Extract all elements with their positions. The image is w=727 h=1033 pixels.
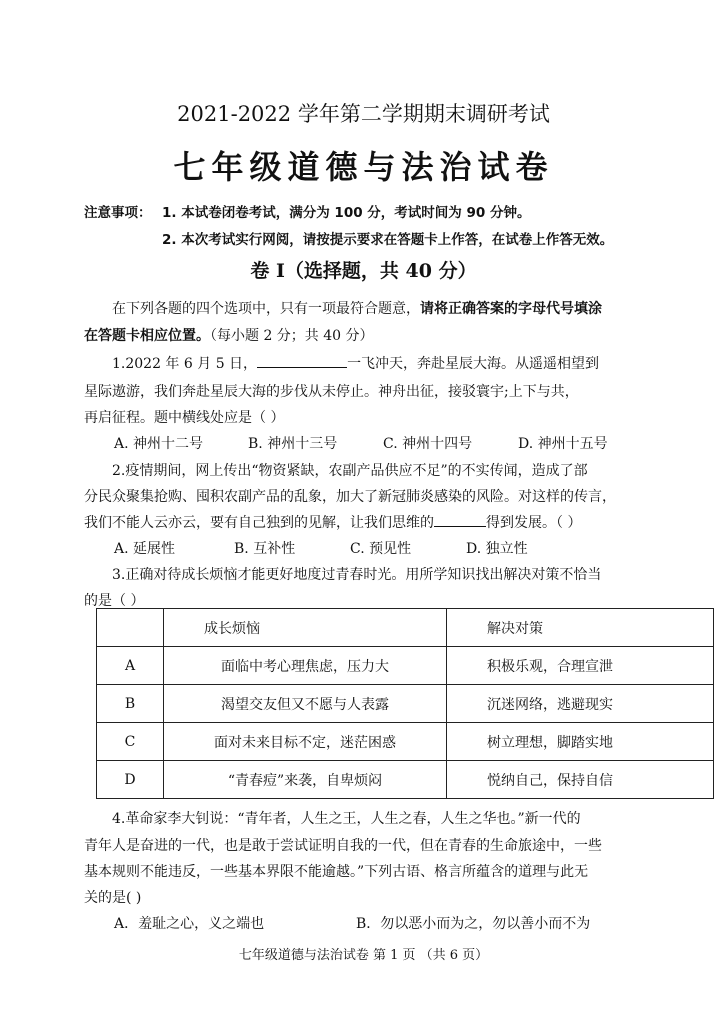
q3-line-1: 3.正确对待成长烦恼才能更好地度过青春时光。用所学知识找出解决对策不恰当 — [112, 567, 602, 583]
table-cell: 面临中考心理焦虑，压力大 — [164, 647, 447, 685]
table-cell: 积极乐观，合理宣泄 — [447, 647, 714, 685]
notes-line-1: 1. 本试卷闭卷考试，满分为 100 分，考试时间为 90 分钟。 — [162, 205, 531, 221]
table-row — [97, 761, 714, 799]
exam-subject-title: 七年级道德与法治试卷 — [173, 148, 554, 186]
exam-title: 2021-2022 学年第二学期期末调研考试 — [177, 102, 550, 126]
q2-option-a: A. 延展性 — [114, 541, 176, 557]
q1-line-2: 星际遨游，我们奔赴星辰大海的步伐从未停止。神舟出征，接驳寰宇;上下与共， — [84, 384, 579, 400]
table-header-cell: 成长烦恼 — [164, 609, 447, 647]
intro-bold-1: 请将正确答案的字母代号填涂 — [420, 301, 602, 317]
table-cell: 渴望交友但又不愿与人表露 — [164, 685, 447, 723]
q1-blank — [257, 367, 347, 368]
intro-text-1: 在下列各题的四个选项中，只有一项最符合题意， — [112, 301, 420, 317]
q1-option-b: B. 神州十三号 — [248, 436, 338, 452]
q4-line-2: 青年人是奋进的一代，也是敢于尝试证明自我的一代，但在青春的生命旅途中，一些 — [84, 838, 602, 854]
q2-blank — [434, 526, 486, 527]
q2-line-3-b: 得到发展。（ ） — [486, 515, 582, 531]
q2-line-1: 2.疫情期间，网上传出“物资紧缺，农副产品供应不足”的不实传闻，造成了部 — [112, 463, 588, 479]
table-cell: 沉迷网络，逃避现实 — [447, 685, 714, 723]
q2-option-c: C. 预见性 — [350, 541, 412, 557]
table-row — [97, 723, 714, 761]
q4-option-a: A．羞耻之心，义之端也 — [114, 916, 265, 932]
q4-line-3: 基本规则不能违反，一些基本界限不能逾越。”下列古语、格言所蕴含的道理与此无 — [84, 864, 589, 880]
q3-table — [96, 608, 714, 799]
notes-line-2: 2. 本次考试实行网阅，请按提示要求在答题卡上作答，在试卷上作答无效。 — [162, 232, 614, 248]
intro-text-2: （每小题 2 分；共 40 分） — [210, 328, 374, 344]
notes-label: 注意事项： — [84, 205, 152, 221]
q1-option-a: A. 神州十二号 — [114, 436, 204, 452]
q3-line-2: 的是（ ） — [84, 593, 145, 609]
table-cell: C — [97, 723, 164, 761]
table-cell: “青春痘”来袭，自卑烦闷 — [164, 761, 447, 799]
q2-line-3 — [84, 512, 581, 532]
table-header-cell: 解决对策 — [447, 609, 714, 647]
table-cell: A — [97, 647, 164, 685]
q4-option-b: B．勿以恶小而为之，勿以善小而不为 — [356, 916, 591, 932]
intro-line-2 — [84, 325, 374, 345]
q1-line-3: 再启征程。题中横线处应是（ ） — [84, 410, 285, 426]
table-cell: 悦纳自己，保持自信 — [447, 761, 714, 799]
q2-line-3-a: 我们不能人云亦云，要有自己独到的见解，让我们思维的 — [84, 515, 434, 531]
q1-option-c: C. 神州十四号 — [383, 436, 473, 452]
q2-option-b: B. 互补性 — [234, 541, 296, 557]
table-row — [97, 685, 714, 723]
q1-line-1-rest: 一飞冲天，奔赴星辰大海。从遥遥相望到 — [347, 356, 600, 372]
q1-option-d: D. 神州十五号 — [518, 436, 608, 452]
q2-option-d: D. 独立性 — [466, 541, 528, 557]
q2-line-2: 分民众聚集抢购、囤积农副产品的乱象，加大了新冠肺炎感染的风险。对这样的传言， — [84, 489, 616, 505]
table-header-row — [97, 609, 714, 647]
table-cell: 树立理想，脚踏实地 — [447, 723, 714, 761]
q1-line-1 — [112, 353, 599, 373]
q4-line-4: 关的是( ) — [84, 890, 142, 906]
intro-bold-2: 在答题卡相应位置。 — [84, 328, 210, 344]
table-cell: 面对未来目标不定，迷茫困惑 — [164, 723, 447, 761]
section-title: 卷 I（选择题，共 40 分） — [250, 260, 477, 282]
page-footer: 七年级道德与法治试卷 第 1 页 （共 6 页） — [238, 948, 489, 963]
table-header-cell — [97, 609, 164, 647]
table-row — [97, 647, 714, 685]
table-cell: D — [97, 761, 164, 799]
table-cell: B — [97, 685, 164, 723]
q1-prefix: 1.2022 年 6 月 5 日， — [112, 356, 258, 372]
q4-line-1: 4.革命家李大钊说：“青年者，人生之王，人生之春，人生之华也。”新一代的 — [112, 811, 581, 827]
intro-line-1 — [112, 298, 602, 318]
